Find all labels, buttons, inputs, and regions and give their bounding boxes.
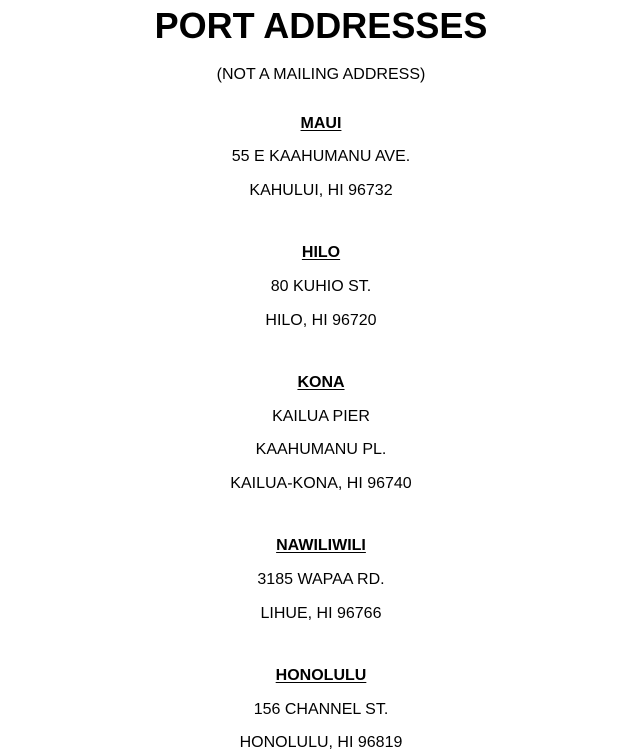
port-name-maui: MAUI — [300, 115, 342, 132]
port-name-kona: KONA — [297, 374, 345, 391]
port-address-line: KAILUA PIER — [272, 408, 370, 425]
page-subtitle: (NOT A MAILING ADDRESS) — [216, 66, 426, 83]
port-address-line: 55 E KAAHUMANU AVE. — [231, 148, 411, 165]
port-name-nawiliwili: NAWILIWILI — [276, 537, 366, 554]
port-address-line: KAHULUI, HI 96732 — [249, 182, 393, 199]
port-address-line: 156 CHANNEL ST. — [253, 701, 389, 718]
port-address-line: HILO, HI 96720 — [265, 312, 377, 329]
port-name-honolulu: HONOLULU — [275, 667, 367, 684]
page-title: PORT ADDRESSES — [154, 5, 488, 46]
port-address-line: LIHUE, HI 96766 — [260, 605, 382, 622]
port-address-line: 3185 WAPAA RD. — [257, 571, 385, 588]
port-name-hilo: HILO — [301, 244, 341, 261]
port-address-line: HONOLULU, HI 96819 — [239, 734, 403, 751]
port-address-line: KAAHUMANU PL. — [255, 441, 387, 458]
port-address-line: 80 KUHIO ST. — [270, 278, 372, 295]
port-address-line: KAILUA-KONA, HI 96740 — [230, 475, 412, 492]
